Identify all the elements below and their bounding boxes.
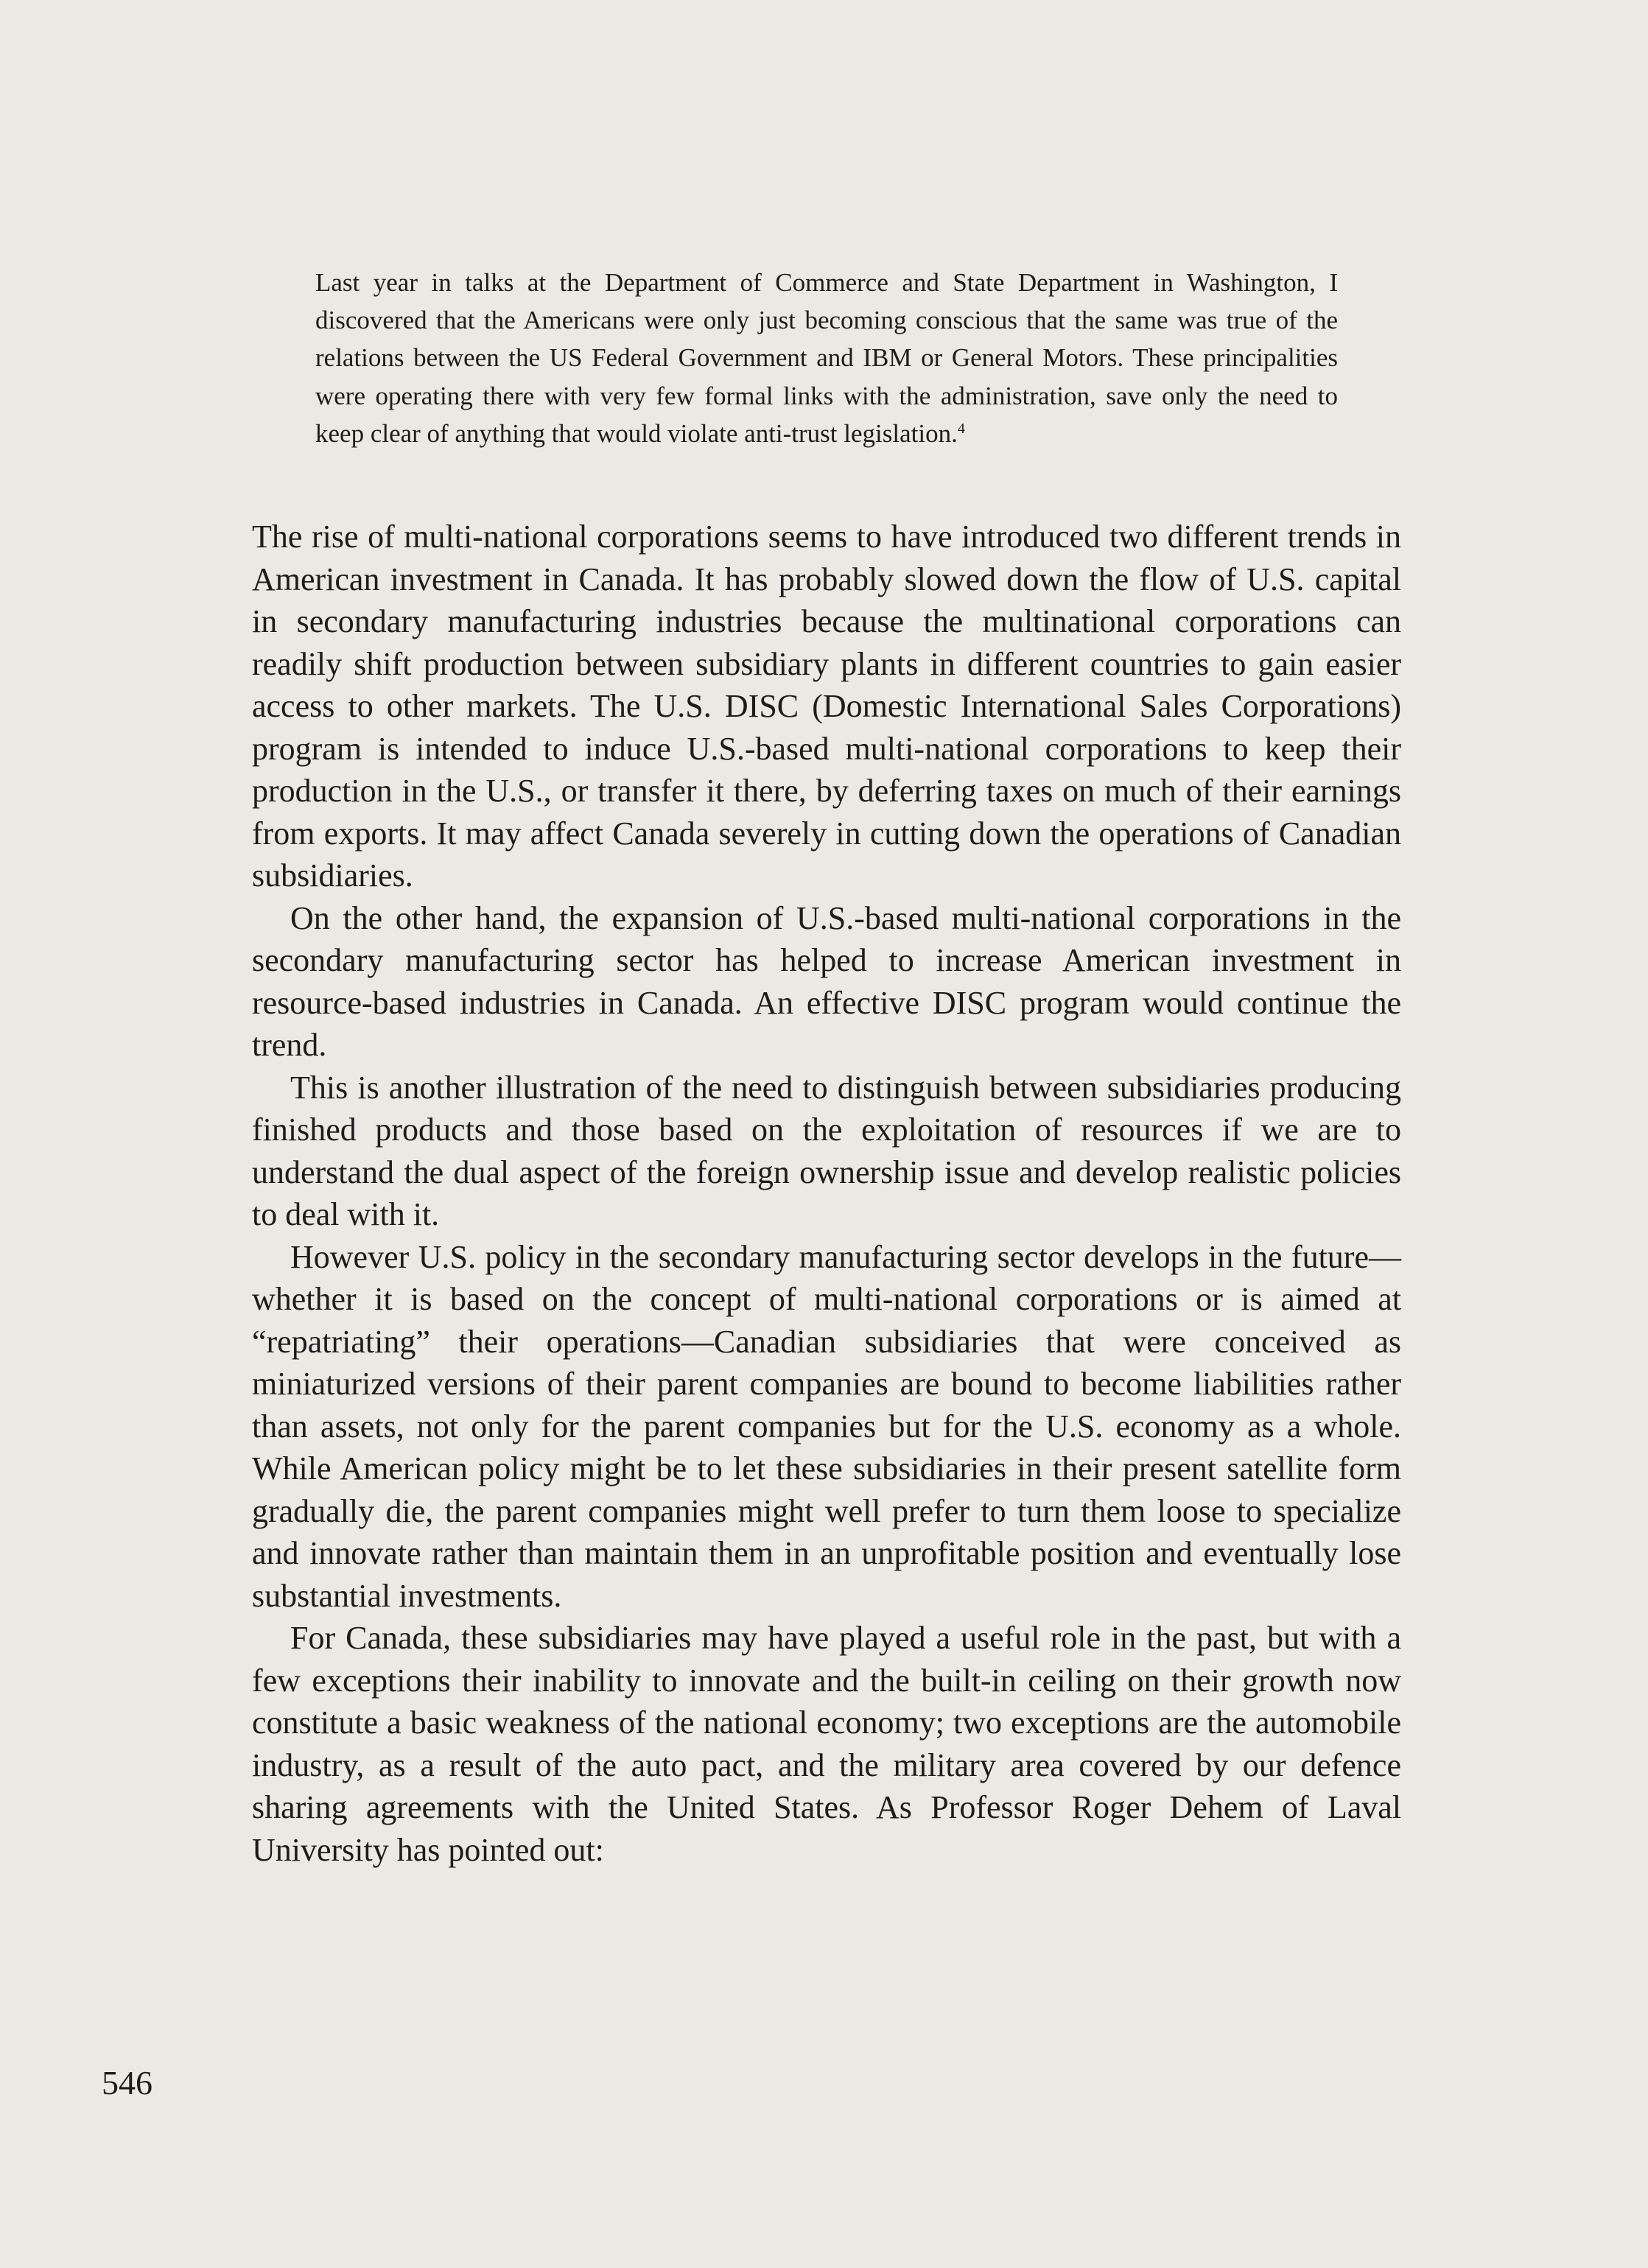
paragraph-2: On the other hand, the expansion of U.S.-based multi-national corporations in the secondary manufacturing sector has helped to increase American investment in resource-based industries in Canada. An effective DISC program would continue the trend. [252, 899, 1401, 1063]
paragraph-1: The rise of multi-national corporations seems to have introduced two different trends in American investment in Canada. It has probably slowed down the flow of U.S. capital in secondary manufacturing industries because the multinational corporations can readily shift production between subsidiary plants in different countries to gain easier access to other markets. The U.S. DISC (Domestic International Sales Corporations) program is intended to induce U.S.-based multi-national corporations to keep their production in the U.S., or transfer it there, by deferring taxes on much of their earnings from exports. It may affect Canada severely in cutting down the operations of Canadian subsidiaries. [252, 519, 1401, 893]
paragraph-5: For Canada, these subsidiaries may have played a useful role in the past, but with a few exceptions their inability to innovate and the built-in ceiling on their growth now constitute a basic weakness of the national economy; two exceptions are the automobile industry, as a result of the auto pact, and the military area covered by our defence sharing agreements with the United States. As Professor Roger Dehem of Laval University has pointed out: [252, 1620, 1401, 1868]
body-text [252, 516, 1401, 1871]
paragraph-3: This is another illustration of the need to distinguish between subsidiaries producing finished products and those based on the exploitation of resources if we are to understand the dual aspect of the foreign ownership issue and develop realistic policies to deal with it. [252, 1069, 1401, 1232]
footnote-marker: 4 [957, 420, 965, 437]
block-quote [315, 264, 1338, 452]
block-quote-text: Last year in talks at the Department of Commerce and State Department in Washington, I discovered that the Americans were only just becoming conscious that the same was true of the relations between the US Federal Government and IBM or General Motors. These principalities were operating there with very few formal links with the administration, save only the need to keep clear of anything that would violate anti-trust legislation. [315, 268, 1338, 448]
paragraph-4: However U.S. policy in the secondary manufacturing sector develops in the future—whether it is based on the concept of multi-national corporations or is aimed at “repatriating” their operations—Canadian subsidiaries that were conceived as miniaturized versions of their parent companies are bound to become liabilities rather than assets, not only for the parent companies but for the U.S. economy as a whole. While American policy might be to let these subsidiaries in their present satellite form gradually die, the parent companies might well prefer to turn them loose to specialize and innovate rather than maintain them in an unprofitable position and eventually lose substantial investments. [252, 1238, 1401, 1614]
page-number: 546 [102, 2064, 152, 2102]
